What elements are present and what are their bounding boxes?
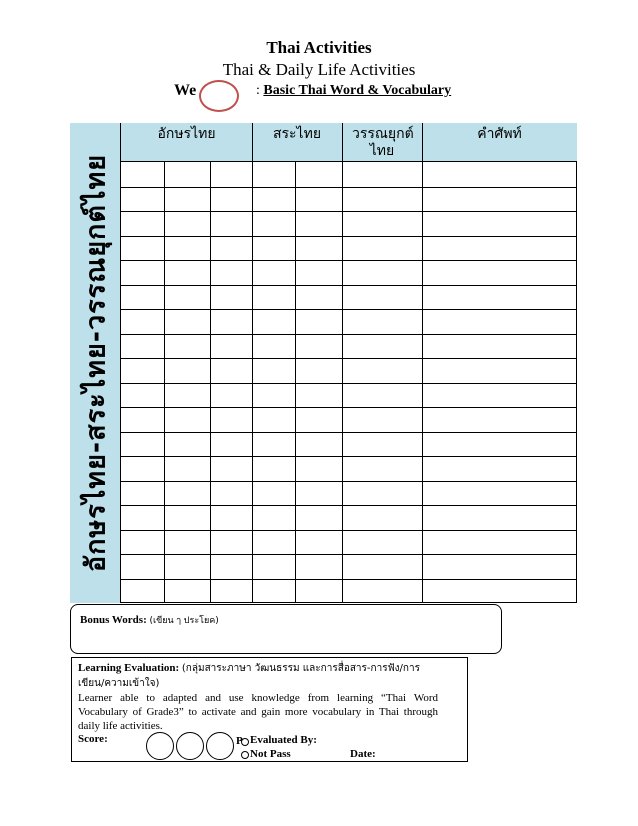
pass-radio[interactable] [241,738,249,746]
score-bubble-2[interactable] [176,732,204,760]
sub-column-divider [210,162,211,603]
topic-line [256,83,451,99]
row-divider [121,579,577,580]
topic-title: Basic Thai Word & Vocabulary [263,83,452,98]
row-divider [121,505,577,506]
sub-column-divider [295,162,296,603]
score-bubble-1[interactable] [146,732,174,760]
week-number-circle[interactable] [199,80,239,112]
bonus-words-heading [80,613,219,627]
column-header-tones: วรรณยุกต์ไทย [352,126,414,159]
evaluated-by-label: Evaluated By: [250,734,317,746]
column-header-vocabulary: คำศัพท์ [477,126,522,142]
date-label: Date: [350,748,376,760]
score-bubble-3[interactable] [206,732,234,760]
week-label: We [174,82,197,99]
row-divider [121,260,577,261]
learning-evaluation-text [78,661,438,733]
row-divider [121,530,577,531]
worksheet-table [70,123,577,603]
row-divider [121,358,577,359]
row-divider [121,407,577,408]
pass-label-fragment: P [236,735,243,747]
row-divider [121,481,577,482]
page-title: Thai Activities [266,38,372,57]
row-divider [121,432,577,433]
row-divider [121,456,577,457]
row-divider [121,211,577,212]
row-divider [121,554,577,555]
not-pass-label: Not Pass [250,748,291,760]
bonus-words-hint: (เขียน ๅ ประโยค) [149,616,219,626]
row-divider [121,383,577,384]
sub-column-divider [164,162,165,603]
evaluation-description: Learner able to adapted and use knowledge from learning “Thai Word Vocabulary of Grade3” to activate and gain more vocabulary in Thai through daily life activities. [78,692,438,732]
score-label: Score: [78,733,108,745]
row-divider [121,285,577,286]
column-divider [342,123,343,603]
row-divider [121,187,577,188]
bonus-words-label: Bonus Words: [80,614,147,626]
page-subtitle: Thai & Daily Life Activities [222,60,416,79]
row-divider [121,236,577,237]
side-label: อักษรไทย-สระไทย-วรรณยุกต์ไทย [80,153,112,573]
column-header-vowels: สระไทย [272,126,322,142]
column-header-consonants: อักษรไทย [157,126,216,142]
column-divider [422,123,423,603]
not-pass-radio[interactable] [241,751,249,759]
side-label-panel [70,123,121,603]
row-divider [121,334,577,335]
topic-prefix: : [256,83,260,98]
evaluation-subject: (กลุ่มสาระภาษา วัฒนธรรม และการสื่อสาร-การฟัง/การเขียน/ความเข้าใจ) [78,663,420,689]
row-divider [121,309,577,310]
evaluation-label: Learning Evaluation: [78,662,180,674]
bonus-words-box[interactable] [70,604,502,654]
column-divider [252,123,253,603]
